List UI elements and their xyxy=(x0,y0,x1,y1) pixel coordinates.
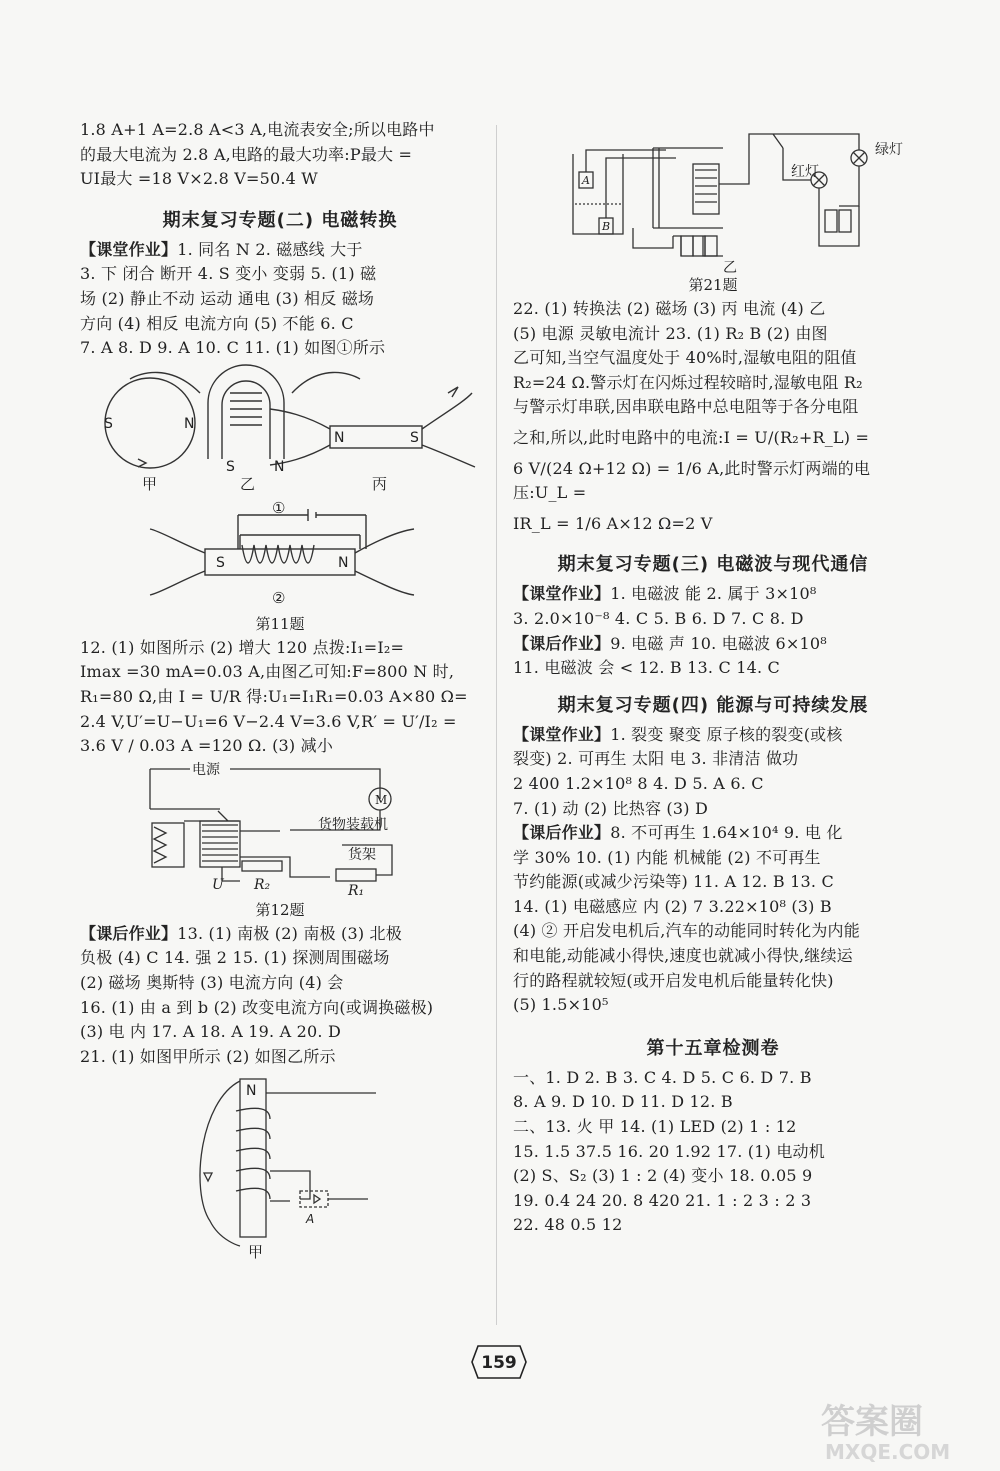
class-work-label: 【课堂作业】 xyxy=(80,239,178,259)
r2-label: R₂ xyxy=(254,876,271,893)
figure-11-caption: 第11题 xyxy=(255,614,305,633)
pole-n-label: N xyxy=(246,1083,257,1100)
section-heading-2: 期末复习专题(二) 电磁转换 xyxy=(162,209,398,231)
figure-21-jia xyxy=(180,1071,380,1261)
pole-label: S xyxy=(104,415,113,432)
answer-line: 二、13. 火 甲 14. (1) LED (2) 1 : 12 xyxy=(513,1117,797,1137)
answer-line: 7. (1) 动 (2) 比热容 (3) D xyxy=(513,798,709,818)
answer-line: 和电能,动能减小得快,速度也就减小得快,继续运 xyxy=(513,946,853,966)
fig-label-jia: 甲 xyxy=(142,474,158,493)
answer-line: 12. (1) 如图所示 (2) 增大 120 点拨:I₁=I₂= xyxy=(80,637,405,657)
answer-line: 【课后作业】13. (1) 南极 (2) 南极 (3) 北极 xyxy=(80,923,402,943)
fig-label-bing: 丙 xyxy=(372,474,388,493)
answer-line: R₂=24 Ω.警示灯在闪烁过程较暗时,湿敏电阻 R₂ xyxy=(513,372,863,392)
watermark-logo xyxy=(815,1395,990,1465)
intro-line: 1.8 A+1 A=2.8 A<3 A,电流表安全;所以电路中 xyxy=(80,120,435,139)
answer-line: 7. A 8. D 9. A 10. C 11. (1) 如图①所示 xyxy=(80,338,386,358)
answer-line: (5) 1.5×10⁵ xyxy=(513,995,609,1015)
green-lamp-label: 绿灯 xyxy=(875,142,903,158)
answer-line: 16. (1) 由 a 到 b (2) 改变电流方向(或调换磁极) xyxy=(80,997,434,1017)
pole-label: S xyxy=(410,429,419,446)
answer-line: 负极 (4) C 14. 强 2 15. (1) 探测周围磁场 xyxy=(80,948,390,968)
power-label: 电源 xyxy=(192,761,220,778)
figure-12-caption: 第12题 xyxy=(255,900,305,919)
intro-line: UI最大 =18 V×2.8 V=50.4 W xyxy=(80,169,318,189)
watermark-url: MXQE.COM xyxy=(825,1440,951,1464)
answer-line: 19. 0.4 24 20. 8 420 21. 1 : 2 3 : 2 3 xyxy=(513,1190,812,1210)
loader-label: 货物装载机 xyxy=(318,816,388,833)
answer-line: 【课堂作业】1. 电磁波 能 2. 属于 3×10⁸ xyxy=(513,584,817,604)
figure-11-magnets xyxy=(80,363,480,613)
figure-21-yi xyxy=(533,124,903,276)
fig-label-jia: 甲 xyxy=(248,1243,264,1262)
answer-line: 乙可知,当空气温度处于 40%时,湿敏电阻的阻值 xyxy=(513,348,857,368)
answer-line: (3) 电 内 17. A 18. A 19. A 20. D xyxy=(80,1022,341,1042)
answer-line: 裂变) 2. 可再生 太阳 电 3. 非清洁 做功 xyxy=(513,749,799,769)
answer-line: 【课后作业】9. 电磁 声 10. 电磁波 6×10⁸ xyxy=(513,633,827,653)
answer-line: 11. 电磁波 会 < 12. B 13. C 14. C xyxy=(513,658,781,678)
pole-label: S xyxy=(216,554,225,571)
fig-label-yi: 乙 xyxy=(723,260,737,276)
class-work-label: 【课堂作业】 xyxy=(513,724,611,744)
intro-line: 的最大电流为 2.8 A,电路的最大功率:P最大 = xyxy=(80,144,413,164)
answer-line: 【课堂作业】1. 裂变 聚变 原子核的裂变(或核 xyxy=(513,724,843,744)
homework-label: 【课后作业】 xyxy=(80,923,178,943)
answer-line: (4) ② 开启发电机后,汽车的动能同时转化为内能 xyxy=(513,921,860,941)
answer-line: 2 400 1.2×10⁸ 8 4. D 5. A 6. C xyxy=(513,773,764,793)
answer-line: 3. 2.0×10⁻⁸ 4. C 5. B 6. D 7. C 8. D xyxy=(513,608,804,628)
figure-21-caption: 第21题 xyxy=(688,276,738,294)
figure-12-circuit xyxy=(130,761,430,899)
left-column xyxy=(80,118,480,1261)
answer-line: 一、1. D 2. B 3. C 4. D 5. C 6. D 7. B xyxy=(513,1067,812,1087)
answer-line: 14. (1) 电磁感应 内 (2) 7 3.22×10⁸ (3) B xyxy=(513,896,832,916)
section-heading-4: 期末复习专题(四) 能源与可持续发展 xyxy=(557,694,869,716)
answer-line: (2) S、S₂ (3) 1 : 2 (4) 变小 18. 0.05 9 xyxy=(513,1166,813,1186)
answer-line: R₁=80 Ω,由 I = U/R 得:U₁=I₁R₁=0.03 A×80 Ω= xyxy=(80,686,468,706)
answer-line: 场 (2) 静止不动 运动 通电 (3) 相反 磁场 xyxy=(80,288,375,308)
a-label: A xyxy=(582,174,590,187)
answer-line: 2.4 V,U′=U−U₁=6 V−2.4 V=3.6 V,R′ = U′/I₂ = xyxy=(80,711,457,731)
section-heading-3: 期末复习专题(三) 电磁波与现代通信 xyxy=(557,554,869,576)
answer-line: 【课堂作业】1. 同名 N 2. 磁感线 大于 xyxy=(80,239,363,259)
answer-line: 节约能源(或减少污染等) 11. A 12. B 13. C xyxy=(513,872,834,892)
homework-label: 【课后作业】 xyxy=(513,633,611,653)
answer-line: 3. 下 闭合 断开 4. S 变小 变弱 5. (1) 磁 xyxy=(80,264,377,284)
r1-label: R₁ xyxy=(348,882,365,899)
answer-line: 22. 48 0.5 12 xyxy=(513,1215,623,1235)
b-label: B xyxy=(602,220,611,233)
answer-line: 3.6 V / 0.03 A =120 Ω. (3) 减小 xyxy=(80,736,334,756)
fig-number-1: ① xyxy=(272,498,286,517)
pole-label: N xyxy=(184,415,195,432)
u-label: U xyxy=(212,876,224,893)
answer-line: 行的路程就较短(或开启发电机后能量转化快) xyxy=(513,970,834,990)
fig-number-2: ② xyxy=(272,588,286,607)
answer-line: 21. (1) 如图甲所示 (2) 如图乙所示 xyxy=(80,1046,336,1066)
answer-line: 15. 1.5 37.5 16. 20 1.92 17. (1) 电动机 xyxy=(513,1141,825,1161)
answer-line: 8. A 9. D 10. D 11. D 12. B xyxy=(513,1092,733,1112)
answer-line: Imax =30 mA=0.03 A,由图乙可知:F=800 N 时, xyxy=(80,662,455,682)
answer-line: 方向 (4) 相反 电流方向 (5) 不能 6. C xyxy=(80,313,354,333)
homework-label: 【课后作业】 xyxy=(513,823,611,843)
column-divider xyxy=(496,125,497,1325)
answer-line: IR_L = 1/6 A×12 Ω=2 V xyxy=(513,513,713,533)
red-lamp-label: 红灯 xyxy=(791,164,819,180)
answer-line: 之和,所以,此时电路中的电流:I = U/(R₂+R_L) = xyxy=(513,427,870,447)
right-column xyxy=(513,122,913,1238)
page-number: 159 xyxy=(481,1353,517,1373)
motor-label: M xyxy=(375,792,388,807)
answer-line: 6 V/(24 Ω+12 Ω) = 1/6 A,此时警示灯两端的电压:U_L = xyxy=(513,458,871,503)
watermark-text: 答案圈 xyxy=(821,1402,923,1442)
fig-label-yi: 乙 xyxy=(240,474,256,493)
section-heading-5: 第十五章检测卷 xyxy=(646,1037,780,1059)
shelf-label: 货架 xyxy=(348,846,376,863)
class-work-label: 【课堂作业】 xyxy=(513,584,611,604)
answer-line: 学 30% 10. (1) 内能 机械能 (2) 不可再生 xyxy=(513,847,821,867)
pole-label: S xyxy=(226,458,235,475)
answer-line: 22. (1) 转换法 (2) 磁场 (3) 丙 电流 (4) 乙 xyxy=(513,299,826,318)
ammeter-label: A xyxy=(306,1212,315,1227)
answer-line: (5) 电源 灵敏电流计 23. (1) R₂ B (2) 由图 xyxy=(513,323,828,343)
pole-label: N xyxy=(274,458,285,475)
pole-label: N xyxy=(334,429,345,446)
pole-label: N xyxy=(338,554,349,571)
answer-line: 【课后作业】8. 不可再生 1.64×10⁴ 9. 电 化 xyxy=(513,823,843,843)
page-number-badge xyxy=(470,1338,528,1386)
answer-line: (2) 磁场 奥斯特 (3) 电流方向 (4) 会 xyxy=(80,972,344,992)
answer-line: 与警示灯串联,因串联电路中总电阻等于各分电阻 xyxy=(513,397,859,417)
